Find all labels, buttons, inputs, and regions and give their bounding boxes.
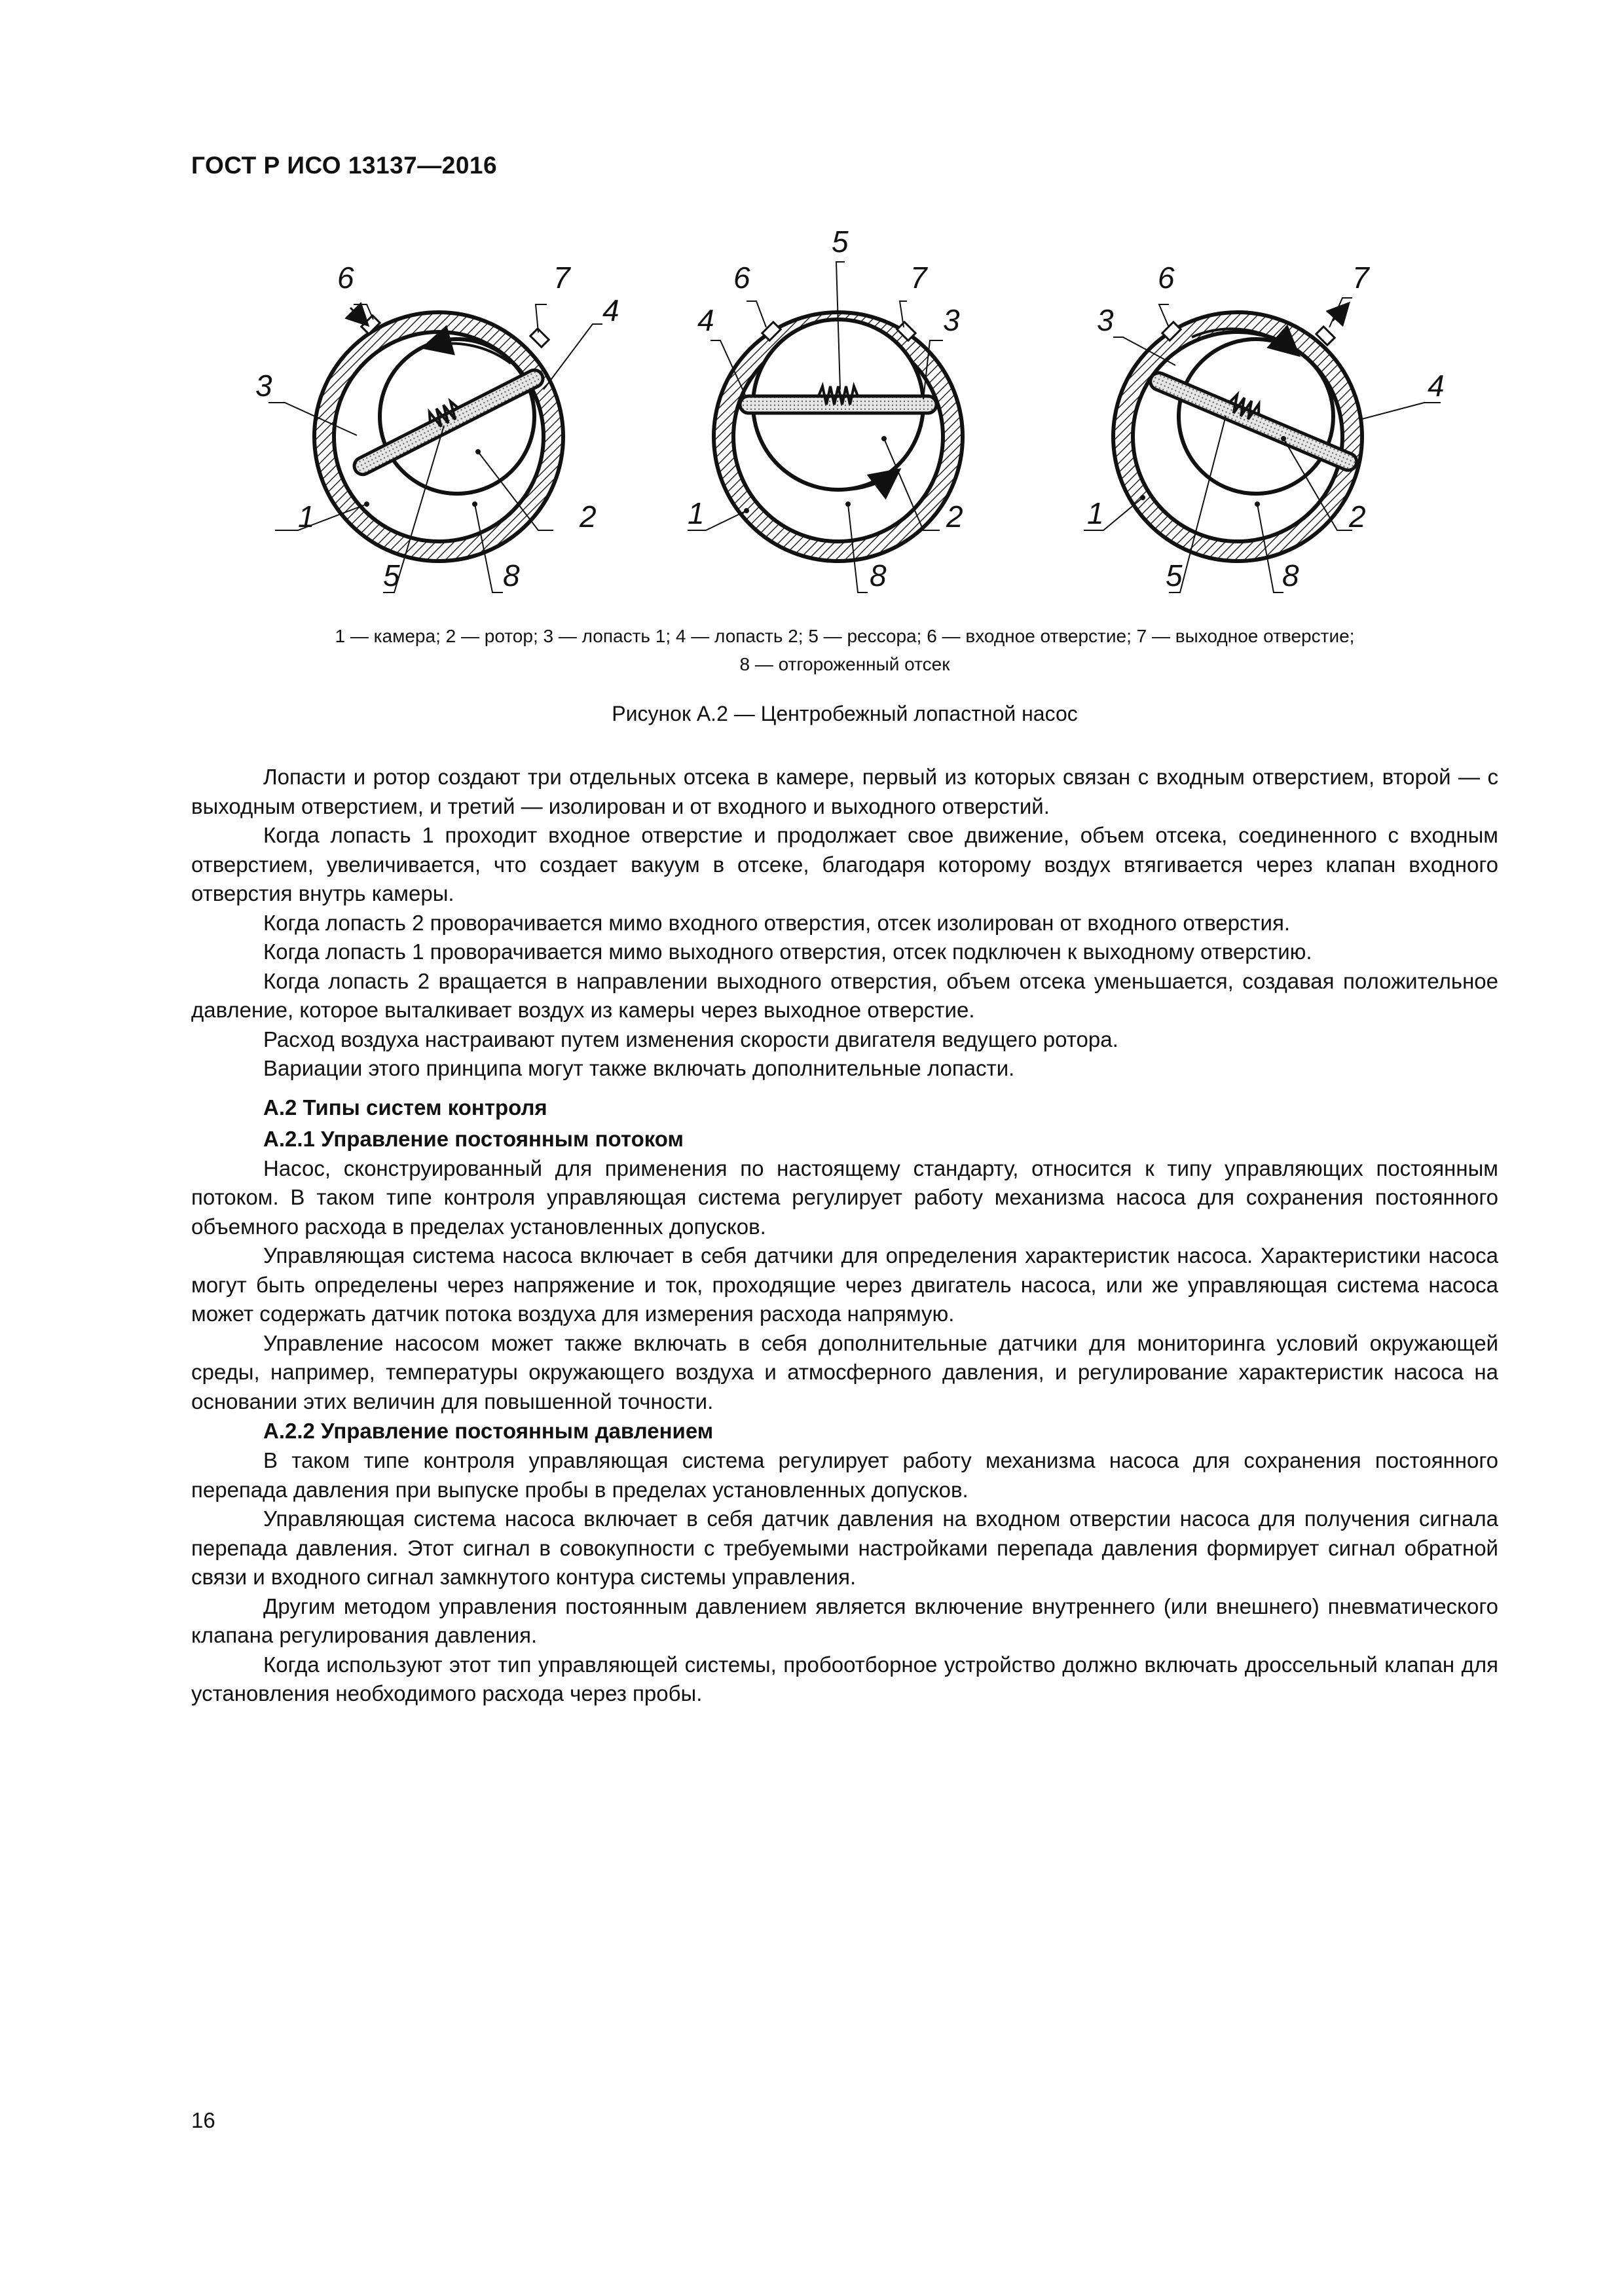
pump-diagram-1 bbox=[255, 261, 619, 592]
paragraph: Когда используют этот тип управляющей системы, пробоотборное устройство должно включать дроссельный клапан для установления необходимого расхода через пробы. bbox=[191, 1652, 1498, 1705]
label-4: 4 bbox=[1428, 369, 1445, 403]
label-1: 1 bbox=[1087, 496, 1104, 530]
paragraph: Расход воздуха настраивают путем изменения скорости двигателя ведущего ротора. bbox=[263, 1027, 1118, 1051]
page-number: 16 bbox=[191, 2108, 215, 2132]
label-6: 6 bbox=[1158, 261, 1175, 295]
paragraph: Лопасти и ротор создают три отдельных отсека в камере, первый из которых связан с входным отверстием, второй — с выходным отверстием, и третий — изолирован и от входного и выходного отверстий. bbox=[191, 765, 1498, 818]
paragraph: Управляющая система насоса включает в себя датчики для определения характеристик насоса. Характеристики насоса могут быть определены через напряжение и ток, проходящие через двигатель насоса, или же управляющая система насоса может содержать датчик потока воздуха для измерения расхода напрямую. bbox=[191, 1243, 1498, 1326]
label-7: 7 bbox=[1352, 261, 1369, 295]
label-1: 1 bbox=[688, 496, 705, 530]
body-text bbox=[191, 763, 1498, 1709]
paragraph: Когда лопасть 1 проворачивается мимо выходного отверстия, отсек подключен к выходному отверстию. bbox=[263, 939, 1312, 964]
paragraph: В таком типе контроля управляющая система регулирует работу механизма насоса для сохранения постоянного перепада давления при выпуске пробы в пределах установленных допусков. bbox=[191, 1448, 1498, 1502]
figure-legend bbox=[191, 622, 1498, 678]
pump-diagram-2 bbox=[688, 225, 963, 592]
label-1: 1 bbox=[298, 500, 315, 534]
label-5: 5 bbox=[1166, 558, 1183, 592]
label-4: 4 bbox=[602, 293, 619, 327]
label-6: 6 bbox=[733, 261, 750, 295]
label-8: 8 bbox=[870, 558, 887, 592]
section-heading-a2-2: А.2.2 Управление постоянным давлением bbox=[263, 1419, 714, 1443]
label-2: 2 bbox=[1349, 500, 1366, 534]
label-2: 2 bbox=[946, 500, 963, 534]
paragraph: Вариации этого принципа могут также включать дополнительные лопасти. bbox=[263, 1056, 1015, 1080]
paragraph: Управление насосом может также включать в себя дополнительные датчики для мониторинга условий окружающей среды, например, температуры окружающего воздуха и атмосферного давления, и регулирование характеристик насоса на основании этих величин для повышенной точности. bbox=[191, 1330, 1498, 1413]
document-header: ГОСТ Р ИСО 13137—2016 bbox=[191, 152, 498, 179]
label-4: 4 bbox=[697, 303, 714, 337]
section-heading-a2-1: А.2.1 Управление постоянным потоком bbox=[263, 1126, 684, 1151]
label-8: 8 bbox=[1282, 558, 1299, 592]
label-7: 7 bbox=[910, 261, 927, 295]
paragraph: Управляющая система насоса включает в себя датчик давления на входном отверстии насоса для получения сигнала перепада давления. Этот сигнал в совокупности с требуемыми настройками перепада давления формирует сигнал обратной связи и входного сигнал замкнутого контура системы управления. bbox=[191, 1506, 1498, 1589]
paragraph: Когда лопасть 2 проворачивается мимо входного отверстия, отсек изолирован от входного отверстия. bbox=[263, 910, 1291, 935]
label-8: 8 bbox=[503, 558, 520, 592]
pump-diagram-3 bbox=[1084, 261, 1445, 592]
label-5: 5 bbox=[383, 558, 400, 592]
paragraph: Когда лопасть 1 проходит входное отверстие и продолжает свое движение, объем отсека, соединенного с входным отверстием, увеличивается, что создает вакуум в отсеке, благодаря которому воздух втягивается через клапан входного отверстия внутрь камеры. bbox=[191, 823, 1498, 905]
paragraph: Другим методом управления постоянным давлением является включение внутреннего (или внешнего) пневматического клапана регулирования давления. bbox=[191, 1594, 1498, 1647]
label-2: 2 bbox=[580, 500, 597, 534]
paragraph: Насос, сконструированный для применения по настоящему стандарту, относится к типу управляющих постоянным потоком. В таком типе контроля управляющая система регулирует работу механизма насоса для сохранения постоянного объемного расхода в пределах установленных допусков. bbox=[191, 1156, 1498, 1239]
figure-caption: Рисунок А.2 — Центробежный лопастной насос bbox=[612, 702, 1078, 725]
label-5: 5 bbox=[832, 225, 849, 259]
label-3: 3 bbox=[255, 369, 272, 403]
label-3: 3 bbox=[1097, 303, 1114, 337]
label-7: 7 bbox=[553, 261, 570, 295]
paragraph: Когда лопасть 2 вращается в направлении выходного отверстия, объем отсека уменьшается, создавая положительное давление, которое выталкивает воздух из камеры через выходное отверстие. bbox=[191, 968, 1498, 1022]
legend-line-1: 1 — камера; 2 — ротор; 3 — лопасть 1; 4 — лопасть 2; 5 — рессора; 6 — входное отверстие; 7 — выходное отверстие; bbox=[335, 626, 1355, 646]
section-heading-a2: А.2 Типы систем контроля bbox=[263, 1095, 547, 1120]
legend-line-2: 8 — отгороженный отсек bbox=[739, 654, 950, 674]
label-3: 3 bbox=[943, 303, 960, 337]
pump-figure bbox=[236, 223, 1454, 615]
label-6: 6 bbox=[337, 261, 354, 295]
